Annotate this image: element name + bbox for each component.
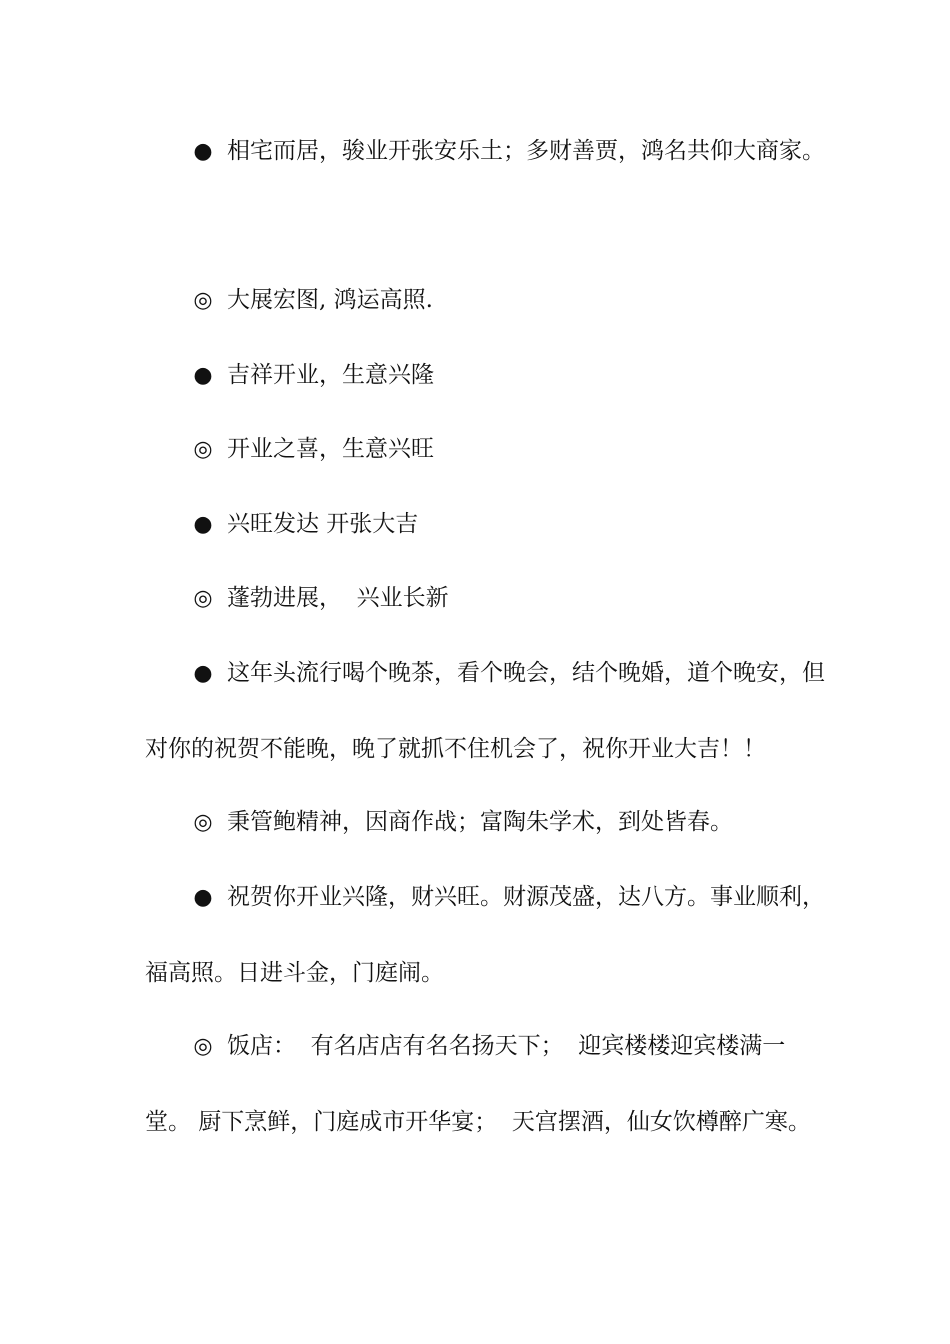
paragraph-text: 相宅而居，骏业开张安乐土；多财善贾，鸿名共仰大商家。 bbox=[227, 138, 825, 164]
paragraph bbox=[145, 561, 825, 637]
paragraph-text: 蓬勃进展， 兴业长新 bbox=[227, 585, 449, 611]
paragraph-text: 开业之喜，生意兴旺 bbox=[227, 436, 434, 462]
bullet-dot-icon: ● bbox=[193, 661, 213, 686]
paragraph bbox=[145, 785, 825, 861]
bullet-dot-icon: ● bbox=[193, 363, 213, 388]
bullet-circle-icon: ◎ bbox=[193, 586, 213, 611]
paragraph-text: 秉管鲍精神，因商作战；富陶朱学术，到处皆春。 bbox=[227, 809, 733, 835]
bullet-dot-icon: ● bbox=[193, 139, 213, 164]
paragraph-text: 饭店： 有名店店有名名扬天下； 迎宾楼楼迎宾楼满一堂。 厨下烹鲜，门庭成市开华宴； 天宫摆酒，仙女饮樽醉广寒。 bbox=[145, 1033, 811, 1135]
paragraph bbox=[145, 263, 825, 339]
bullet-dot-icon: ● bbox=[193, 885, 213, 910]
paragraph-text: 大展宏图, 鸿运高照. bbox=[227, 287, 433, 313]
paragraph-text: 祝贺你开业兴隆，财兴旺。财源茂盛，达八方。事业顺利，福高照。日进斗金，门庭闹。 bbox=[145, 884, 825, 986]
paragraph-text: 这年头流行喝个晚茶，看个晚会，结个晚婚，道个晚安，但对你的祝贺不能晚，晚了就抓不住机会了，祝你开业大吉！！ bbox=[145, 660, 825, 762]
bullet-circle-icon: ◎ bbox=[193, 1034, 213, 1059]
paragraph-text: 兴旺发达 开张大吉 bbox=[227, 511, 419, 537]
paragraph-text: 吉祥开业，生意兴隆 bbox=[227, 362, 434, 388]
bullet-dot-icon: ● bbox=[193, 512, 213, 537]
bullet-circle-icon: ◎ bbox=[193, 288, 213, 313]
bullet-circle-icon: ◎ bbox=[193, 437, 213, 462]
paragraph bbox=[145, 412, 825, 488]
paragraph bbox=[145, 636, 825, 786]
bullet-circle-icon: ◎ bbox=[193, 810, 213, 835]
paragraph bbox=[145, 338, 825, 414]
paragraph bbox=[145, 487, 825, 563]
paragraph bbox=[145, 1009, 825, 1159]
paragraph bbox=[145, 114, 825, 190]
paragraph bbox=[145, 860, 825, 1010]
